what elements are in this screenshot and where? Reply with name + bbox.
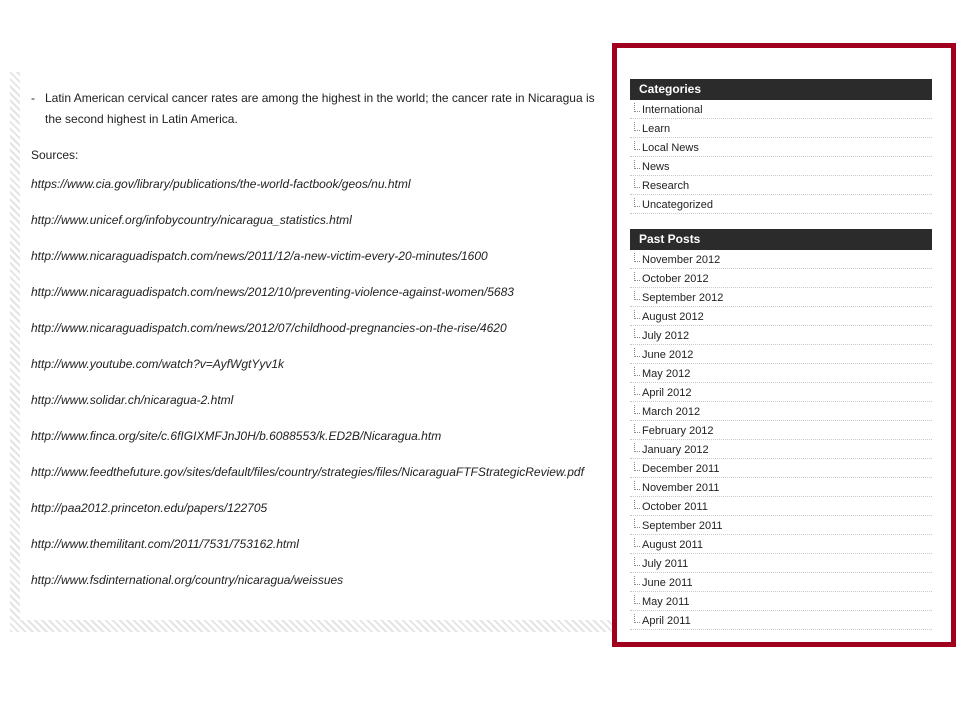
source-link[interactable]: http://www.feedthefuture.gov/sites/default/files/country/strategies/files/NicaraguaFTFStrategicReview.pdf xyxy=(31,465,584,479)
source-link[interactable]: http://www.youtube.com/watch?v=AyfWgtYyv1k xyxy=(31,357,285,371)
archive-item[interactable] xyxy=(630,478,932,497)
list-item xyxy=(31,346,601,382)
archive-label: November 2011 xyxy=(642,482,720,494)
tree-branch-icon xyxy=(634,103,640,112)
past-posts-list xyxy=(630,250,932,630)
archive-label: June 2012 xyxy=(642,349,694,361)
archive-item[interactable] xyxy=(630,269,932,288)
tree-branch-icon xyxy=(634,329,640,338)
category-label: Uncategorized xyxy=(642,199,713,211)
archive-label: January 2012 xyxy=(642,444,709,456)
archive-label: November 2012 xyxy=(642,254,721,266)
archive-label: February 2012 xyxy=(642,425,714,437)
archive-item[interactable] xyxy=(630,307,932,326)
tree-branch-icon xyxy=(634,198,640,207)
tree-branch-icon xyxy=(634,424,640,433)
list-item xyxy=(31,418,601,454)
source-link[interactable]: http://www.finca.org/site/c.6fIGIXMFJnJ0H/b.6088553/k.ED2B/Nicaragua.htm xyxy=(31,429,442,443)
bullet-paragraph xyxy=(31,88,601,130)
list-item xyxy=(31,562,601,598)
archive-item[interactable] xyxy=(630,554,932,573)
archive-item[interactable] xyxy=(630,421,932,440)
categories-title: Categories xyxy=(630,79,932,100)
category-label: News xyxy=(642,161,670,173)
past-posts-title: Past Posts xyxy=(630,229,932,250)
archive-label: August 2011 xyxy=(642,539,703,551)
post-content xyxy=(31,88,601,598)
source-link[interactable]: http://www.themilitant.com/2011/7531/753162.html xyxy=(31,537,299,551)
tree-branch-icon xyxy=(634,291,640,300)
source-link[interactable]: http://www.nicaraguadispatch.com/news/2012/10/preventing-violence-against-women/5683 xyxy=(31,285,514,299)
archive-item[interactable] xyxy=(630,402,932,421)
archive-item[interactable] xyxy=(630,440,932,459)
archive-label: October 2012 xyxy=(642,273,709,285)
tree-branch-icon xyxy=(634,557,640,566)
archive-item[interactable] xyxy=(630,459,932,478)
tree-branch-icon xyxy=(634,179,640,188)
archive-item[interactable] xyxy=(630,250,932,269)
list-item xyxy=(31,382,601,418)
tree-branch-icon xyxy=(634,595,640,604)
archive-item[interactable] xyxy=(630,573,932,592)
tree-branch-icon xyxy=(634,500,640,509)
list-item xyxy=(31,274,601,310)
archive-item[interactable] xyxy=(630,383,932,402)
tree-branch-icon xyxy=(634,367,640,376)
list-item xyxy=(31,454,601,490)
list-item xyxy=(31,490,601,526)
tree-branch-icon xyxy=(634,519,640,528)
source-link[interactable]: http://www.unicef.org/infobycountry/nicaragua_statistics.html xyxy=(31,213,352,227)
archive-label: May 2011 xyxy=(642,596,690,608)
tree-branch-icon xyxy=(634,576,640,585)
archive-item[interactable] xyxy=(630,345,932,364)
tree-branch-icon xyxy=(634,481,640,490)
source-link[interactable]: http://www.nicaraguadispatch.com/news/2011/12/a-new-victim-every-20-minutes/1600 xyxy=(31,249,488,263)
category-item[interactable] xyxy=(630,157,932,176)
archive-label: December 2011 xyxy=(642,463,720,475)
archive-item[interactable] xyxy=(630,535,932,554)
category-item[interactable] xyxy=(630,195,932,214)
archive-label: April 2012 xyxy=(642,387,692,399)
categories-list xyxy=(630,100,932,214)
list-item xyxy=(31,166,601,202)
archive-label: July 2011 xyxy=(642,558,689,570)
archive-item[interactable] xyxy=(630,326,932,345)
list-item xyxy=(31,310,601,346)
archive-item[interactable] xyxy=(630,611,932,630)
sidebar xyxy=(612,43,956,647)
list-item xyxy=(31,526,601,562)
source-link[interactable]: http://www.nicaraguadispatch.com/news/2012/07/childhood-pregnancies-on-the-rise/4620 xyxy=(31,321,507,335)
archive-label: October 2011 xyxy=(642,501,708,513)
archive-item[interactable] xyxy=(630,497,932,516)
tree-branch-icon xyxy=(634,614,640,623)
tree-branch-icon xyxy=(634,443,640,452)
archive-label: September 2012 xyxy=(642,292,724,304)
category-label: International xyxy=(642,104,703,116)
sources-label: Sources: xyxy=(31,148,79,162)
source-link[interactable]: http://www.solidar.ch/nicaragua-2.html xyxy=(31,393,234,407)
archive-label: July 2012 xyxy=(642,330,690,342)
category-label: Local News xyxy=(642,142,699,154)
source-link[interactable]: http://paa2012.princeton.edu/papers/122705 xyxy=(31,501,268,515)
past-posts-widget xyxy=(630,229,932,630)
archive-item[interactable] xyxy=(630,364,932,383)
source-link[interactable]: http://www.fsdinternational.org/country/nicaragua/weissues xyxy=(31,573,344,587)
archive-label: June 2011 xyxy=(642,577,693,589)
category-item[interactable] xyxy=(630,119,932,138)
tree-branch-icon xyxy=(634,141,640,150)
archive-item[interactable] xyxy=(630,592,932,611)
archive-label: March 2012 xyxy=(642,406,701,418)
tree-branch-icon xyxy=(634,538,640,547)
source-link[interactable]: https://www.cia.gov/library/publications/the-world-factbook/geos/nu.html xyxy=(31,177,411,191)
categories-widget xyxy=(630,79,932,214)
archive-item[interactable] xyxy=(630,288,932,307)
tree-branch-icon xyxy=(634,253,640,262)
content-hatch-border-left xyxy=(10,72,20,632)
category-item[interactable] xyxy=(630,138,932,157)
archive-label: September 2011 xyxy=(642,520,723,532)
category-label: Learn xyxy=(642,123,671,135)
tree-branch-icon xyxy=(634,272,640,281)
tree-branch-icon xyxy=(634,122,640,131)
archive-label: April 2011 xyxy=(642,615,691,627)
list-item xyxy=(31,238,601,274)
archive-label: August 2012 xyxy=(642,311,704,323)
content-hatch-border-bottom xyxy=(10,620,612,632)
tree-branch-icon xyxy=(634,310,640,319)
tree-branch-icon xyxy=(634,462,640,471)
category-item[interactable] xyxy=(630,100,932,119)
tree-branch-icon xyxy=(634,348,640,357)
tree-branch-icon xyxy=(634,386,640,395)
archive-item[interactable] xyxy=(630,516,932,535)
source-links xyxy=(31,166,601,598)
category-label: Research xyxy=(642,180,690,192)
category-item[interactable] xyxy=(630,176,932,195)
tree-branch-icon xyxy=(634,160,640,169)
bullet-dash: - xyxy=(31,91,35,105)
list-item xyxy=(31,202,601,238)
tree-branch-icon xyxy=(634,405,640,414)
bullet-text: Latin American cervical cancer rates are among the highest in the world; the cancer rate in Nicaragua is the second highest in Latin America. xyxy=(45,91,595,126)
archive-label: May 2012 xyxy=(642,368,691,380)
